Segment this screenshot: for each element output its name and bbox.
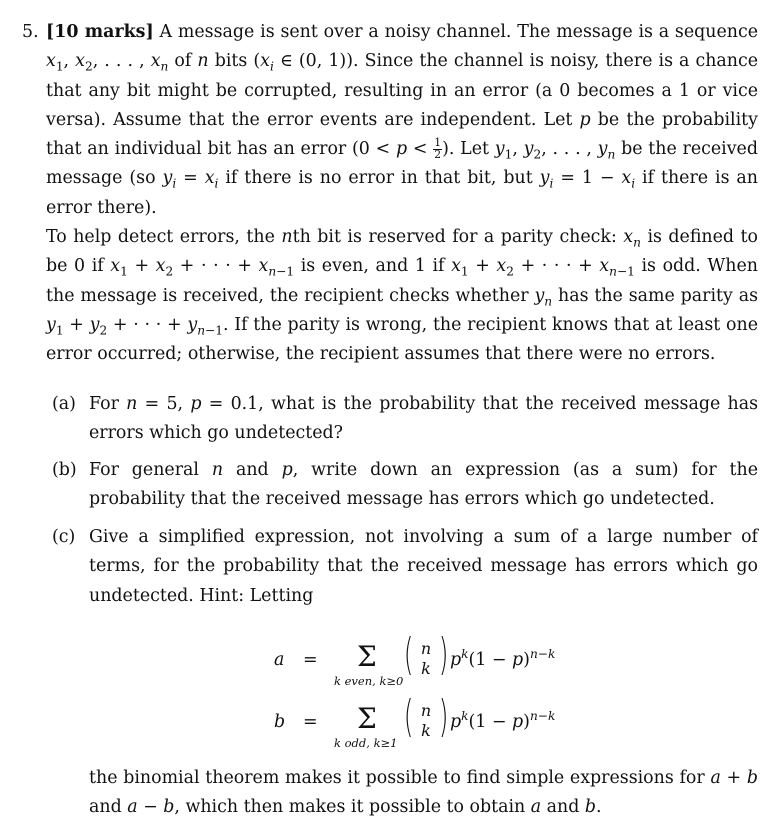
- sum-condition: k odd, k≥1: [334, 736, 398, 750]
- binomial-coefficient: ( n k ): [403, 629, 449, 680]
- question-number: 5.: [22, 22, 39, 42]
- part-c: (c) Give a simplified expression, not involving a sum of a large number of terms, for the probability that the received message has errors which go undetected. Hint: Letting: [52, 523, 758, 611]
- sum-term: $p^k(1 - p)^{n-k}$: [450, 709, 556, 732]
- sigma-symbol: Σ: [357, 702, 377, 735]
- equation-a: a = Σ k even, k≥0 ( n k ) $p^k(1 - p)^{n-k}$: [274, 629, 556, 688]
- binomial-coefficient: ( n k ): [403, 691, 449, 742]
- part-a: (a) For n = 5, p = 0.1, what is the probability that the received message has errors which go undetected?: [52, 390, 758, 449]
- part-a-label: (a): [52, 394, 76, 414]
- part-b: (b) For general n and p, write down an expression (as a sum) for the probability that the received message has errors which go undetected.: [52, 456, 758, 515]
- question-statement: [46, 18, 758, 370]
- problem-paragraph-2: To help detect errors, the nth bit is reserved for a parity check: $x_n$ is defined to be 0 if $x_1 + x_2$ + · · · + $x_{n-1}$ is even, and 1 if $x_1 + x_2$ + · · · + $x_{n-1}$ is odd. When the message is received, the recipient checks whether $y_n$ has the same parity as $y_1 + y_2$ + · · · + $y_{n-1}$. If the parity is wrong, the recipient knows that at least one error occurred; otherwise, the recipient assumes that there were no errors.: [46, 227, 759, 365]
- math-bit-domain: $x_i$ ∈ (0, 1): [260, 51, 347, 74]
- sigma-symbol: Σ: [357, 640, 377, 673]
- hint-text: Hint: Letting: [199, 585, 314, 606]
- sum-condition: k even, k≥0: [334, 674, 404, 688]
- problem-paragraph-1: [10 marks] A message is sent over a noisy channel. The message is a sequence $x_1$, $x_2$, . . . , $x_n$ of n bits ($x_i$ ∈ (0, 1)). Since the channel is noisy, there is a chance that any bit might be corrupted, resulting in an error (a 0 becomes a 1 or vice versa). Assume that the error events are independent. Let p be the probability that an individual bit has an error (0 < p < $\frac{1}{2}$ ). Let $y_1$, $y_2$, . . . , $y_n$ be the received message (so $y_i = x_i$ if there is no error in that bit, but $y_i = 1 - x_i$ if there is an error there).: [46, 22, 759, 218]
- math-sequence-x: $x_1$, $x_2$, . . . , $x_n$: [46, 51, 169, 74]
- equation-b: b = Σ k odd, k≥1 ( n k ) $p^k(1 - p)^{n-k}$: [274, 691, 556, 750]
- closing-text: the binomial theorem makes it possible to find simple expressions for a + b and a − b, which then makes it possible to obtain a and b.: [89, 768, 758, 818]
- math-p-range: (0 < p < $\frac{1}{2}$ ): [352, 136, 449, 162]
- part-c-label: (c): [52, 527, 76, 547]
- math-sequence-y: $y_1$, $y_2$, . . . , $y_n$: [494, 139, 616, 162]
- sum-term: $p^k(1 - p)^{n-k}$: [450, 647, 556, 670]
- part-b-label: (b): [52, 460, 77, 480]
- marks-label: [10 marks]: [46, 22, 154, 42]
